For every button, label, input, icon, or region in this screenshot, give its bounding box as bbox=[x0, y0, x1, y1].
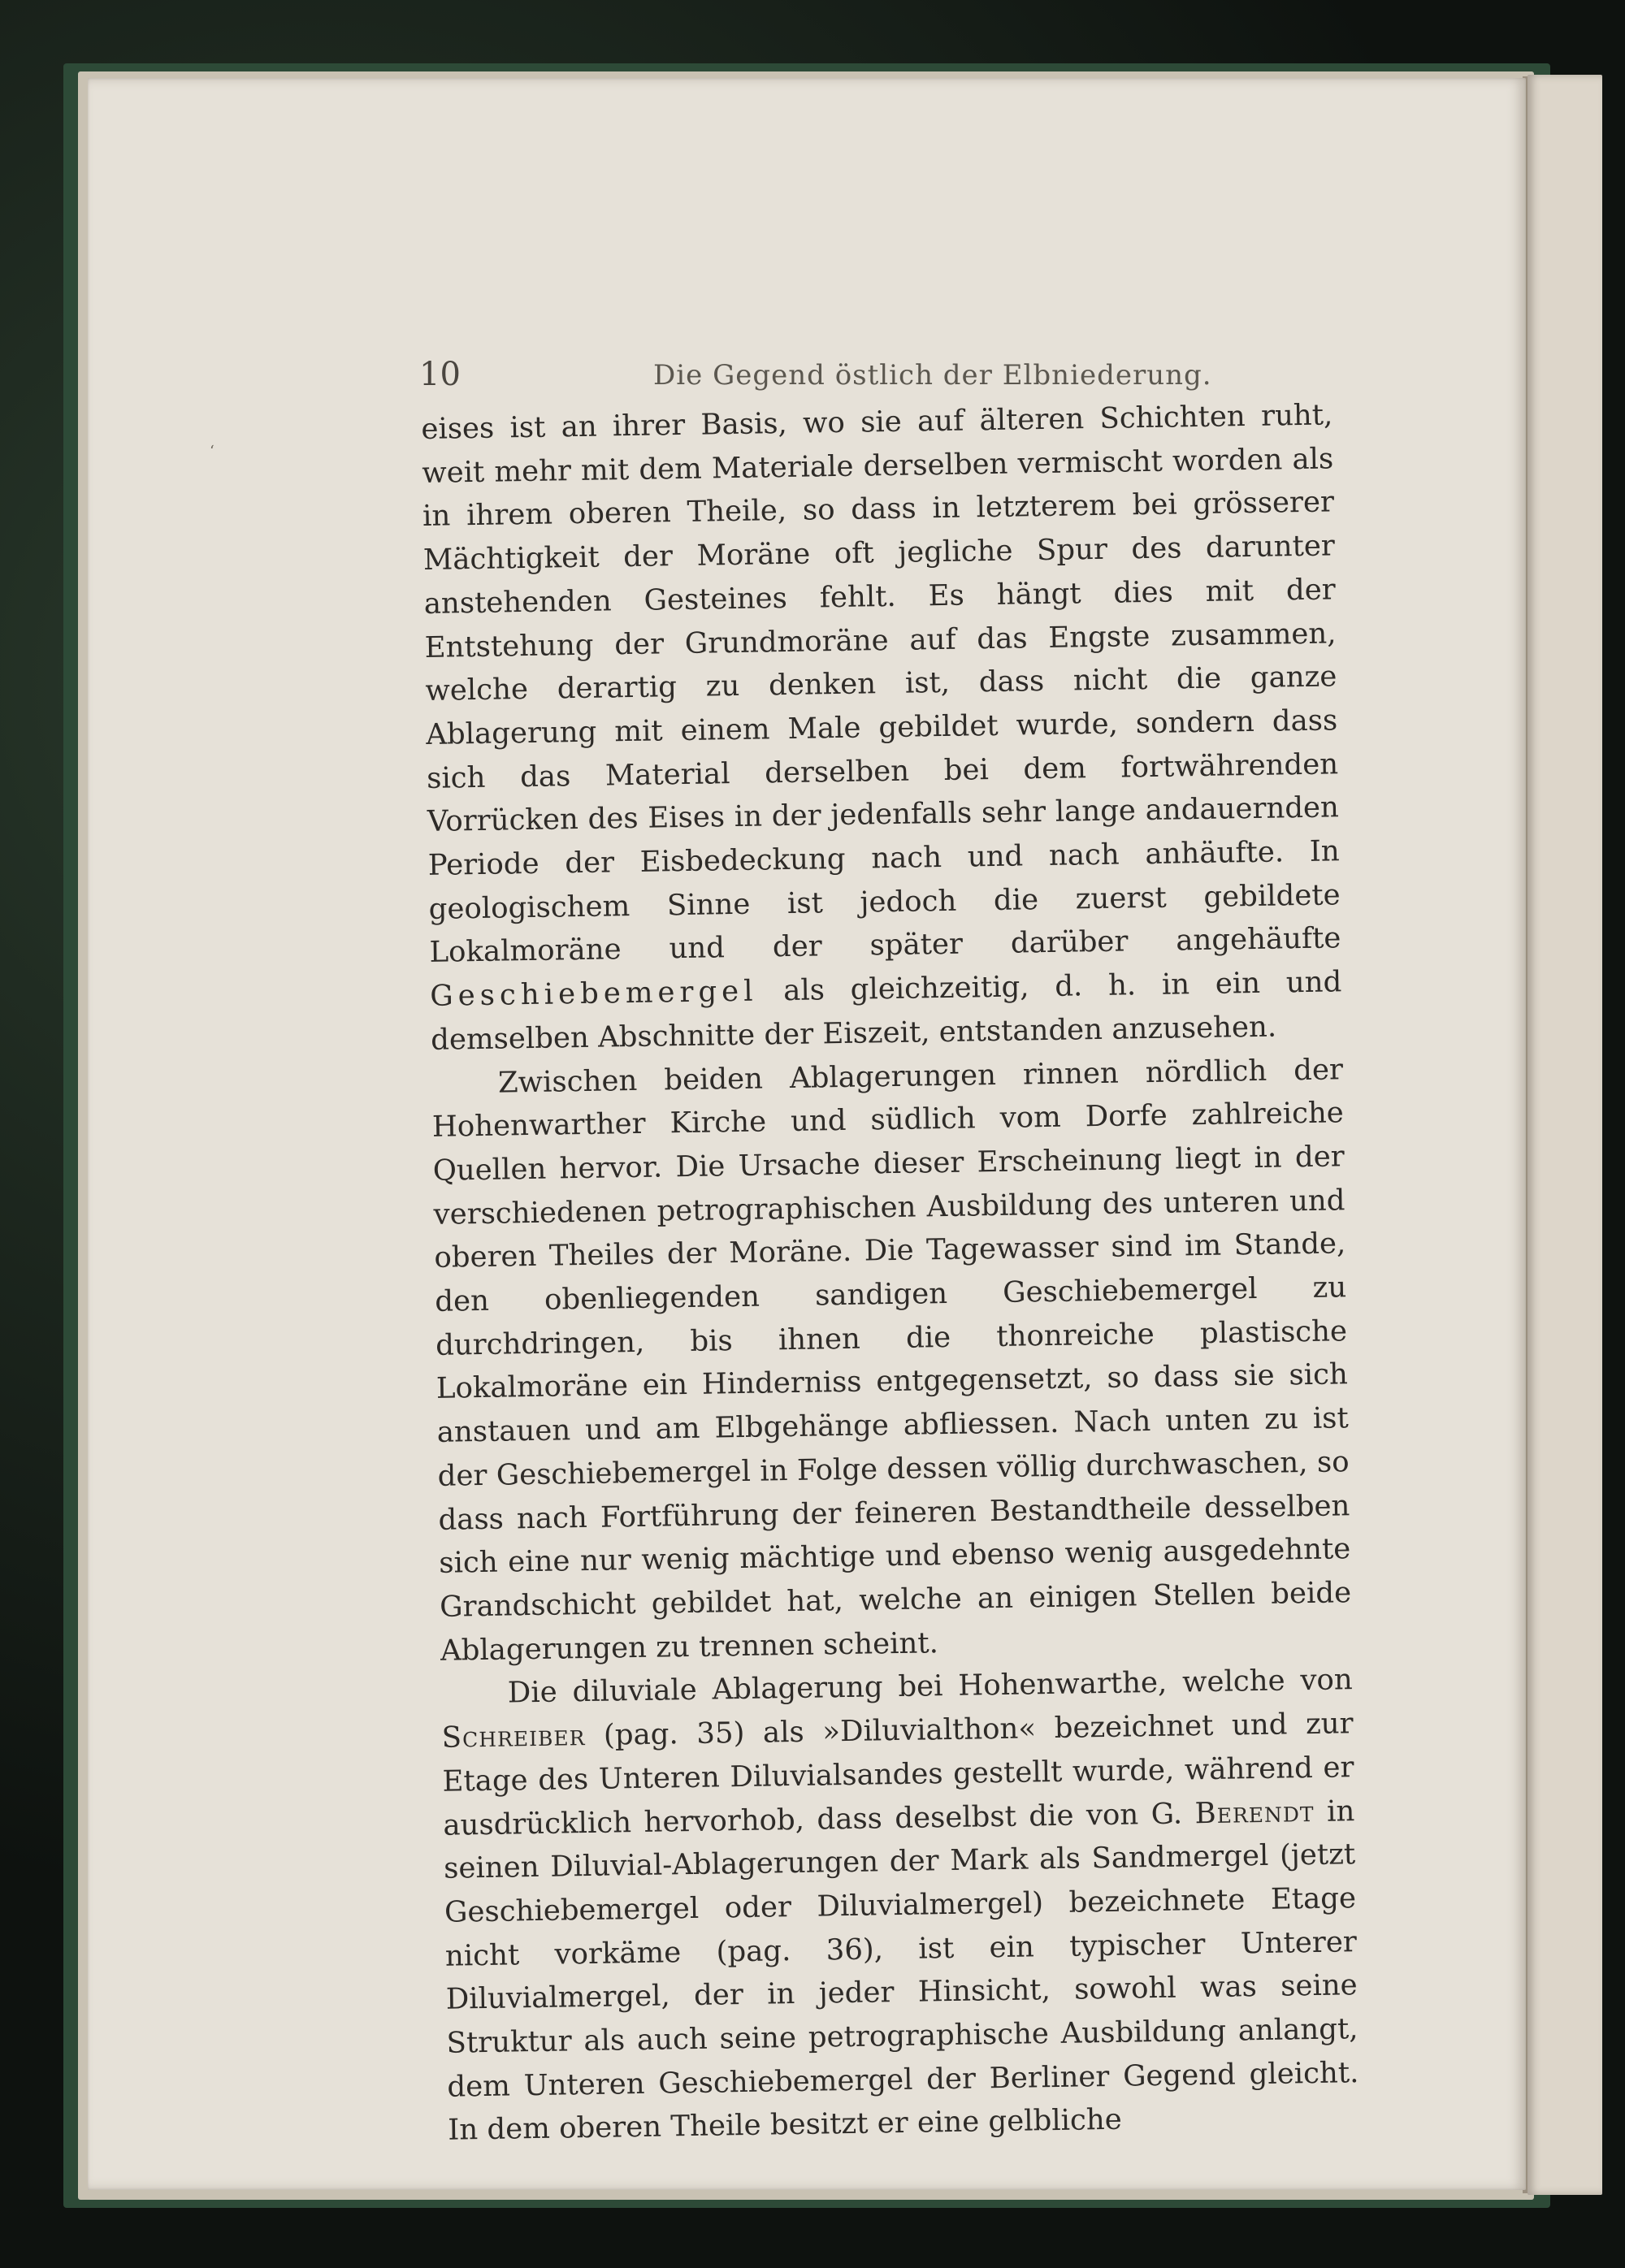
margin-mark: ‘ bbox=[210, 443, 214, 460]
facing-page-edge bbox=[1528, 75, 1602, 2195]
author-name: Berendt bbox=[1194, 1794, 1315, 1830]
paragraph-2 bbox=[431, 1048, 1353, 1673]
text-run: Die diluviale Ablagerung bei Hohenwarthe, welche von bbox=[507, 1663, 1354, 1710]
text-run: Zwischen beiden Ablagerungen rinnen nördlich der Hohenwarther Kirche und südlich vom Dorfe zahlreiche Quellen hervor. Die Ursache dieser Erscheinung liegt in der verschiedenen petrographischen Ausbildung des unteren und oberen Theiles der Moräne. Die Tagewasser sind im Stande, den obenliegenden sandigen Geschiebemergel zu durchdringen, bis ihnen die thonreiche plastische Lokalmoräne ein Hinderniss entgegensetzt, so dass sie sich anstauen und am Elbgehänge abfliessen. Nach unten zu ist der Geschiebemergel in Folge dessen völlig durchwaschen, so dass nach Fortführung der feineren Bestandtheile desselben sich eine nur wenig mächtige und ebenso wenig ausgedehnte Grandschicht gebildet hat, welche an einigen Stellen beide Ablagerungen zu trennen scheint. bbox=[431, 1052, 1352, 1668]
paragraph-1 bbox=[421, 393, 1343, 1062]
text-run: als gleichzeitig, d. h. in ein und demselben Abschnitte der Eiszeit, entstanden anzusehen. bbox=[430, 965, 1342, 1057]
paragraph-3 bbox=[440, 1659, 1359, 2153]
text-run: eises ist an ihrer Basis, wo sie auf älteren Schichten ruht, weit mehr mit dem Materiale derselben vermischt worden als in ihrem oberen Theile, so dass in letzterem bei grösserer Mächtigkeit der Moräne oft jegliche Spur des darunter anstehenden Gesteines fehlt. Es hängt dies mit der Entstehung der Grundmoräne auf das Engste zusammen, welche derartig zu denken ist, dass nicht die ganze Ablagerung mit einem Male gebildet wurde, sondern dass sich das Material derselben bei dem fortwährenden Vorrücken des Eises in der jedenfalls sehr lange andauernden Periode der Eisbedeckung nach und nach anhäufte. In geologischem Sinne ist jedoch die zuerst gebildete Lokalmoräne und der später darüber angehäufte bbox=[421, 398, 1341, 970]
text-run: (pag. 35) als »Diluvialthon« bezeichnet und zur Etage des Unteren Diluvialsandes gestellt wurde, während er ausdrücklich hervorhob, dass deselbst die von G. bbox=[442, 1707, 1354, 1842]
running-title: Die Gegend östlich der Elbniederung. bbox=[653, 359, 1212, 392]
spaced-term: Geschiebemergel bbox=[430, 974, 758, 1014]
text-run: in seinen Diluvial-Ablagerungen der Mark als Sandmergel (jetzt Geschiebemergel oder Diluvialmergel) bezeichnete Etage nicht vorkäme (pag. 36), ist ein typischer Unterer Diluvialmergel, der in jeder Hinsicht, sowohl was seine Struktur als auch seine petrographische Ausbildung anlangt, dem Unteren Geschiebemergel der Berliner Gegend gleicht. In dem oberen Theile besitzt er eine gelbliche bbox=[443, 1794, 1359, 2148]
author-name: Schreiber bbox=[441, 1719, 586, 1755]
body-text bbox=[421, 393, 1360, 2152]
page-number: 10 bbox=[419, 356, 461, 393]
